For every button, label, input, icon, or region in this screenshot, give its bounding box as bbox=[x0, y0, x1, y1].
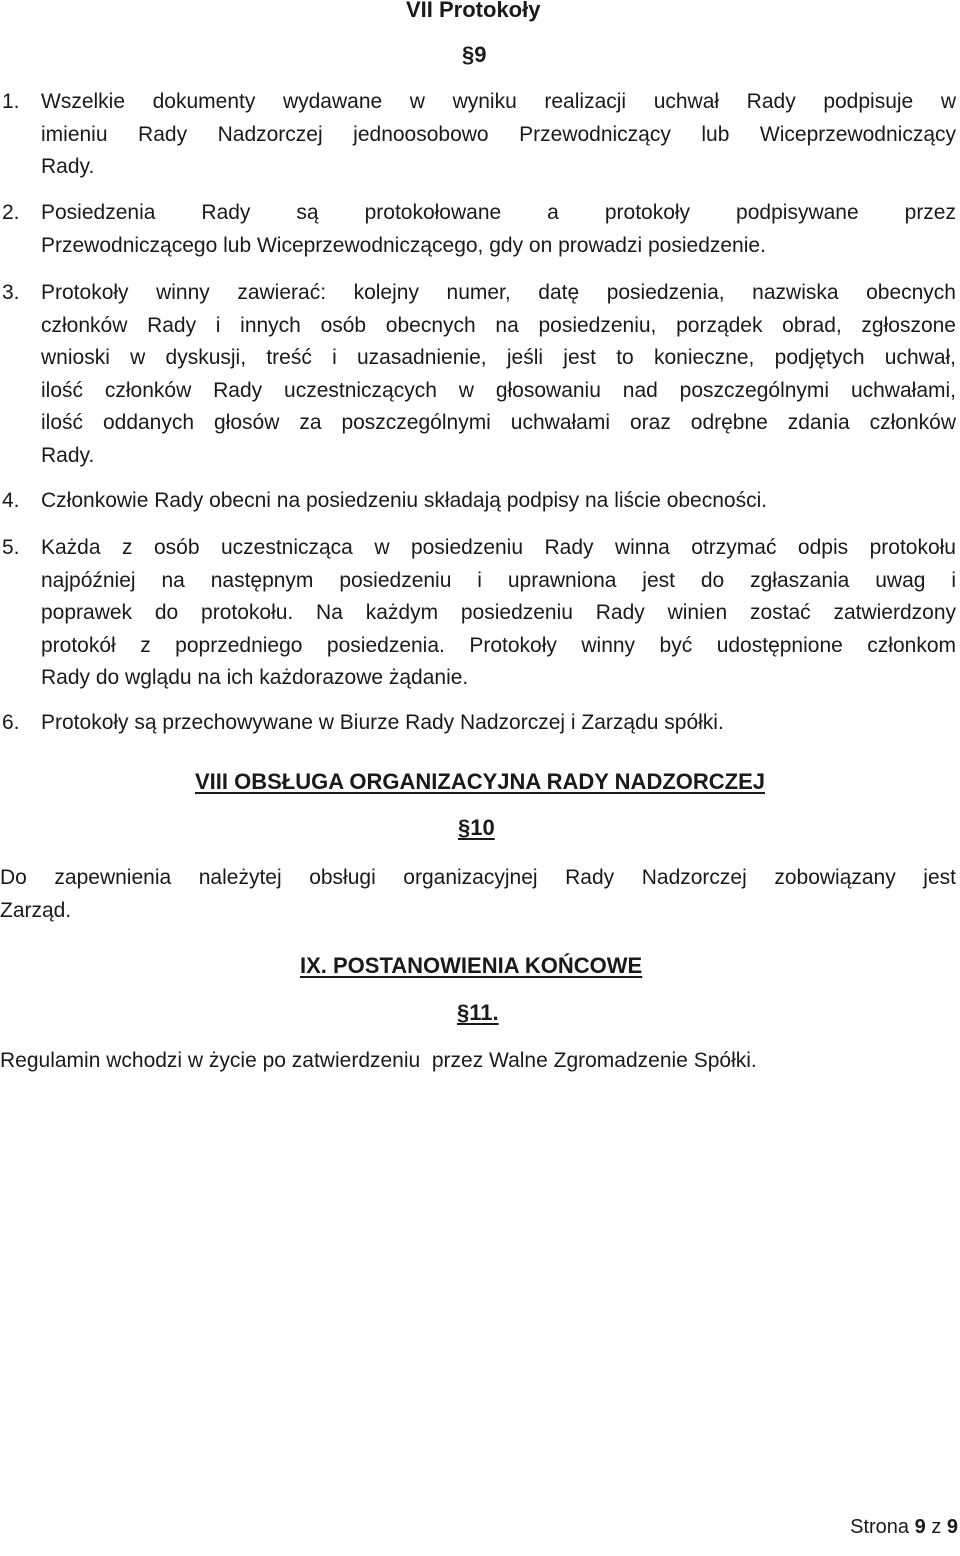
item-line: Przewodniczącego lub Wiceprzewodniczącego, gdy on prowadzi posiedzenie. bbox=[41, 233, 766, 257]
footer-page: 9 bbox=[914, 1516, 926, 1538]
footer-of: z bbox=[931, 1516, 942, 1538]
item-line: Rady do wglądu na ich każdorazowe żądanie. bbox=[41, 666, 469, 689]
item-line: Rady. bbox=[41, 443, 95, 467]
item-line: Rady. bbox=[41, 155, 95, 178]
item-line: członków Rady i innych osób obecnych na posiedzeniu, porządek obrad, zgłoszone bbox=[41, 313, 956, 337]
item-number: 4. bbox=[2, 489, 20, 512]
text-line: Do zapewnienia należytej obsługi organizacyjnej Rady Nadzorczej zobowiązany jest bbox=[0, 866, 956, 889]
item-line: Członkowie Rady obecni na posiedzeniu składają podpisy na liście obecności. bbox=[41, 489, 768, 512]
footer-prefix: Strona bbox=[850, 1516, 910, 1538]
item-line: Wszelkie dokumenty wydawane w wyniku realizacji uchwał Rady podpisuje w bbox=[41, 90, 956, 113]
section8-text bbox=[0, 861, 956, 926]
section7-title: VII Protokoły bbox=[406, 0, 541, 22]
item-number: 3. bbox=[2, 281, 20, 304]
section8-title: VIII OBSŁUGA ORGANIZACYJNA RADY NADZORCZEJ bbox=[195, 769, 766, 794]
item-line: Protokoły są przechowywane w Biurze Rady Nadzorczej i Zarządu spółki. bbox=[41, 711, 724, 734]
item-line: Każda z osób uczestnicząca w posiedzeniu Rady winna otrzymać odpis protokołu bbox=[41, 536, 956, 559]
item-number: 1. bbox=[2, 90, 20, 113]
section7-paragraph-number: §9 bbox=[462, 42, 487, 67]
item-number: 5. bbox=[2, 536, 20, 559]
item-line: poprawek do protokołu. Na każdym posiedzeniu Rady winien zostać zatwierdzony bbox=[41, 601, 956, 624]
section9-text: Regulamin wchodzi w życie po zatwierdzeniu przez Walne Zgromadzenie Spółki. bbox=[0, 1049, 757, 1072]
item-line: protokół z poprzedniego posiedzenia. Protokoły winny być udostępnione członkom bbox=[41, 633, 956, 657]
item-line: Posiedzenia Rady są protokołowane a protokoły podpisywane przez bbox=[41, 201, 956, 224]
section9-paragraph-number: §11. bbox=[457, 1000, 499, 1025]
item-number: 6. bbox=[2, 711, 20, 734]
item-line: Protokoły winny zawierać: kolejny numer, datę posiedzenia, nazwiska obecnych bbox=[41, 281, 956, 304]
item-line: ilość oddanych głosów za poszczególnymi uchwałami oraz odrębne zdania członków bbox=[41, 411, 956, 434]
footer-total: 9 bbox=[946, 1516, 958, 1538]
item-line: imieniu Rady Nadzorczej jednoosobowo Przewodniczący lub Wiceprzewodniczący bbox=[41, 122, 956, 146]
section9-title: IX. POSTANOWIENIA KOŃCOWE bbox=[300, 953, 643, 978]
text-line: Zarząd. bbox=[0, 898, 72, 922]
item-number: 2. bbox=[2, 201, 20, 224]
page-footer bbox=[850, 1516, 958, 1539]
item-line: ilość członków Rady uczestniczących w głosowaniu nad poszczególnymi uchwałami, bbox=[41, 378, 956, 402]
item-line: najpóźniej na następnym posiedzeniu i uprawniona jest do zgłaszania uwag i bbox=[41, 568, 956, 592]
item-line: wnioski w dyskusji, treść i uzasadnienie, jeśli jest to konieczne, podjętych uchwał, bbox=[41, 346, 956, 369]
section8-paragraph-number: §10 bbox=[458, 815, 495, 840]
